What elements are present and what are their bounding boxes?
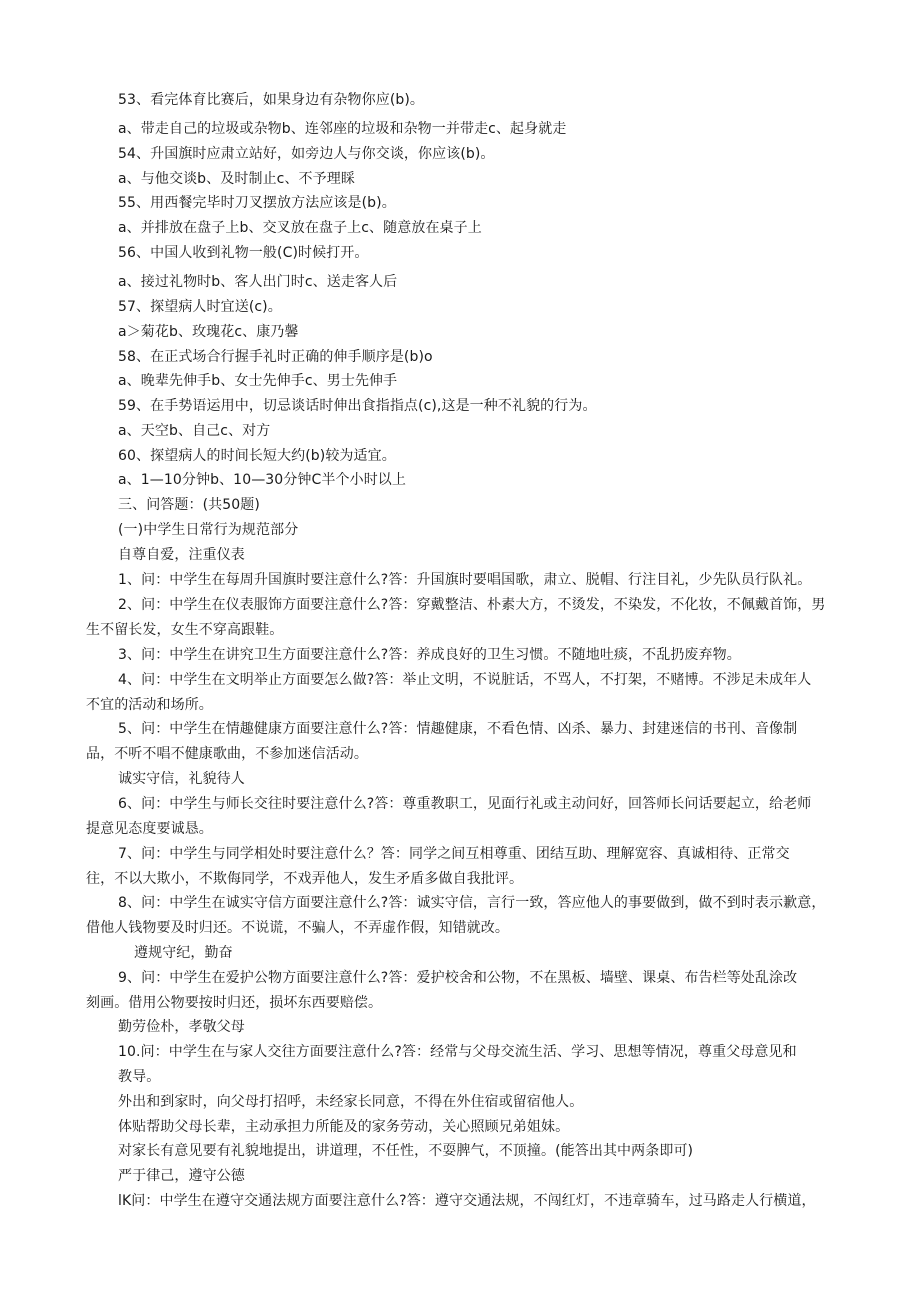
options-59: a、天空b、自己c、对方 [118,423,271,439]
topic-heading-1: 自尊自爱，注重仪表 [118,547,245,563]
qa-6-line-1: 6、问：中学生与师长交往时要注意什么?答：尊重教职工，见面行礼或主动问好，回答师长问话要起立，给老师 [118,796,812,812]
options-60: a、1—10分钟b、10—30分钟C半个小时以上 [118,472,406,488]
qa-10-line-2: 教导。 [118,1069,161,1085]
question-59: 59、在手势语运用中，切忌谈话时伸出食指指点(c),这是一种不礼貌的行为。 [118,398,597,414]
options-58: a、晚辈先伸手b、女士先伸手c、男士先伸手 [118,373,398,389]
question-56: 56、中国人收到礼物一般(C)时候打开。 [118,245,369,261]
topic-heading-5: 严于律己，遵守公德 [118,1168,245,1184]
question-57: 57、探望病人时宜送(c)。 [118,299,282,315]
question-60: 60、探望病人的时间长短大约(b)较为适宜。 [118,448,396,464]
qa-1: 1、问：中学生在每周升国旗时要注意什么?答：升国旗时要唱国歌，肃立、脱帽、行注目礼，少先队员行队礼。 [118,572,812,588]
question-53: 53、看完体育比赛后，如果身边有杂物你应(b)。 [118,92,425,108]
options-56: a、接过礼物时b、客人出门时c、送走客人后 [118,274,398,290]
options-57: a＞菊花b、玫瑰花c、康乃馨 [118,324,299,340]
options-53: a、带走自己的垃圾或杂物b、连邻座的垃圾和杂物一并带走c、起身就走 [118,121,567,137]
section-heading: 三、问答题：(共50题) [118,497,260,513]
qa-10-point-1: 外出和到家时，向父母打招呼，未经家长同意，不得在外住宿或留宿他人。 [118,1094,584,1110]
options-55: a、并排放在盘子上b、交叉放在盘子上c、随意放在桌子上 [118,220,482,236]
qa-8-line-2: 借他人钱物要及时归还。不说谎，不骗人，不弄虚作假，知错就改。 [86,920,509,936]
qa-2-line-1: 2、问：中学生在仪表服饰方面要注意什么?答：穿戴整洁、朴素大方，不烫发，不染发，不化妆，不佩戴首饰，男 [118,597,826,613]
qa-3: 3、问：中学生在讲究卫生方面要注意什么?答：养成良好的卫生习惯。不随地吐痰，不乱扔废弃物。 [118,647,741,663]
question-54: 54、升国旗时应肃立站好，如旁边人与你交谈，你应该(b)。 [118,146,495,162]
qa-10-point-3: 对家长有意见要有礼貌地提出，讲道理，不任性，不耍脾气，不顶撞。(能答出其中两条即可) [118,1143,694,1159]
qa-6-line-2: 提意见态度要诚恳。 [86,821,213,837]
question-55: 55、用西餐完毕时刀叉摆放方法应该是(b)。 [118,195,396,211]
qa-4-line-2: 不宜的活动和场所。 [86,697,213,713]
qa-10-point-2: 体贴帮助父母长辈，主动承担力所能及的家务劳动，关心照顾兄弟姐妹。 [118,1119,570,1135]
qa-7-line-1: 7、问：中学生与同学相处时要注意什么？答：同学之间互相尊重、团结互助、理解宽容、真诚相待、正常交 [118,846,790,862]
qa-2-line-2: 生不留长发，女生不穿高跟鞋。 [86,622,284,638]
topic-heading-4: 勤劳俭朴，孝敬父母 [118,1019,245,1035]
qa-7-line-2: 往，不以大欺小，不欺侮同学，不戏弄他人，发生矛盾多做自我批评。 [86,871,524,887]
topic-heading-3: 遵规守纪，勤奋 [134,945,233,961]
subsection-heading: (一)中学生日常行为规范部分 [118,522,299,538]
options-54: a、与他交谈b、及时制止c、不予理睬 [118,171,355,187]
qa-9-line-2: 刻画。借用公物要按时归还，损坏东西要赔偿。 [86,995,383,1011]
topic-heading-2: 诚实守信，礼貌待人 [118,771,245,787]
qa-11-line-1: lK问：中学生在遵守交通法规方面要注意什么?答：遵守交通法规，不闯红灯，不违章骑车，过马路走人行横道， [118,1193,816,1209]
qa-9-line-1: 9、问：中学生在爱护公物方面要注意什么?答：爱护校舍和公物，不在黑板、墙壁、课桌、布告栏等处乱涂改 [118,970,798,986]
qa-10-line-1: 10.问：中学生在与家人交往方面要注意什么?答：经常与父母交流生活、学习、思想等情况，尊重父母意见和 [118,1044,797,1060]
qa-5-line-1: 5、问：中学生在情趣健康方面要注意什么?答：情趣健康，不看色情、凶杀、暴力、封建迷信的书刊、音像制 [118,721,798,737]
qa-4-line-1: 4、问：中学生在文明举止方面要怎么做?答：举止文明，不说脏话，不骂人，不打架，不赌博。不涉足未成年人 [118,672,812,688]
qa-8-line-1: 8、问：中学生在诚实守信方面要注意什么?答：诚实守信，言行一致，答应他人的事要做到，做不到时表示歉意， [118,895,826,911]
qa-5-line-2: 品，不听不唱不健康歌曲，不参加迷信活动。 [86,746,368,762]
question-58: 58、在正式场合行握手礼时正确的伸手顺序是(b)o [118,349,433,365]
